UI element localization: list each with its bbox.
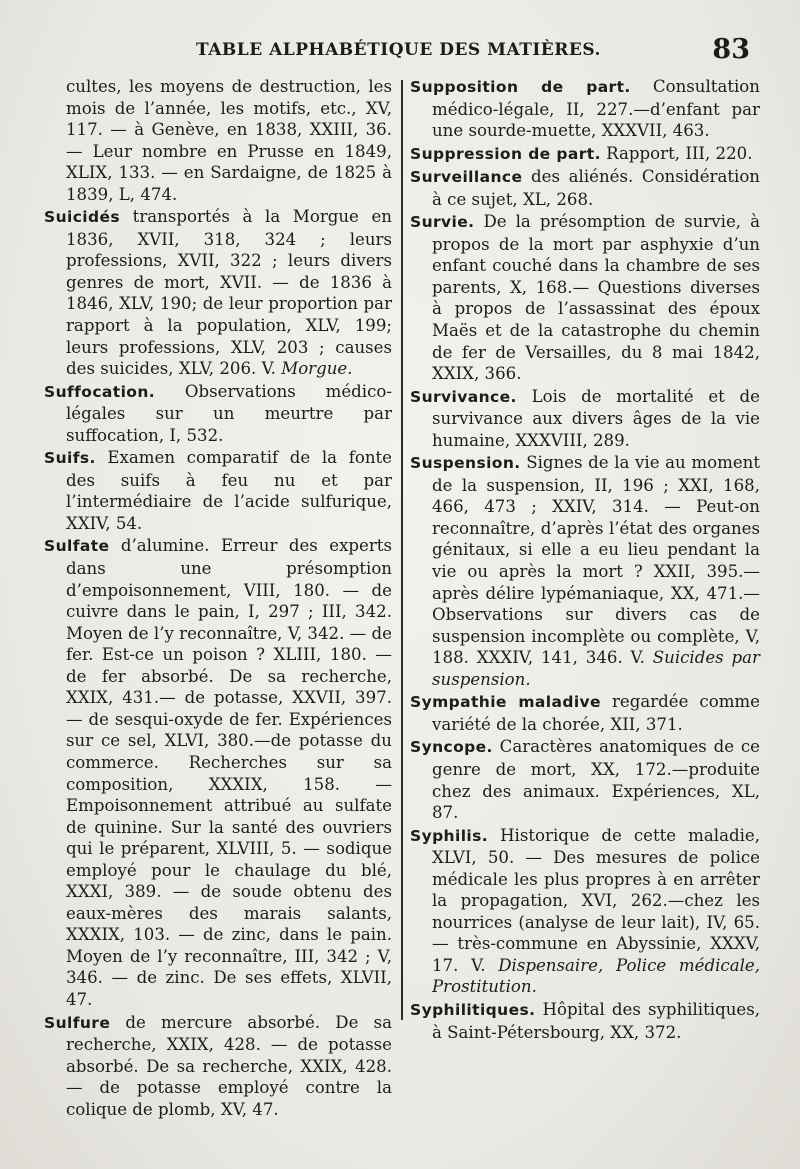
entry-text: transportés à la Morgue en 1836, XVII, 318, 324 ; leurs professions, XVII, 322 ; leurs divers genres de mort, XVII. — de 1836 à 1846, XLV, 190; de leur proportion par rapport à la population, XLV, 199; leurs professions, XLV, 203 ; causes des suicides, XLV, 206. V. bbox=[66, 207, 392, 379]
index-entry bbox=[410, 452, 760, 690]
entry-headword: Suicidés bbox=[44, 208, 121, 227]
entry-text: Hôpital des syphilitiques, à Saint-Pétersbourg, XX, 372. bbox=[432, 999, 760, 1042]
index-entry bbox=[44, 76, 392, 205]
entry-text: cultes, les moyens de destruction, les mois de l’année, les motifs, etc., XV, 117. — à Genève, en 1838, XXIII, 36. — Leur nombre en Prusse en 1849, XLIX, 133. — en Sardaigne, de 1825 à 1839, L, 474. bbox=[66, 77, 392, 204]
index-entry bbox=[410, 736, 760, 823]
entry-text: d’alumine. Erreur des experts dans une présomption d’empoisonnement, VIII, 180. — de cuivre dans le pain, I, 297 ; III, 342. Moyen de l’y reconnaître, V, 342. — de fer. Est-ce un poison ? XLIII, 180. — de fer absorbé. De sa recherche, XXIX, 431.— de potasse, XXVII, 397. — de sesqui-oxyde de fer. Expériences sur ce sel, XLVI, 380.—de potasse du commerce. Recherches sur sa composition, XXXIX, 158. — Empoisonnement attribué au sulfate de quinine. Sur la santé des ouvriers qui le préparent, XLVIII, 5. — sodique employé pour le chaulage du blé, XXXI, 389. — de soude obtenu des eaux-mères des marais salants, XXXIX, 103. — de zinc, dans le pain. Moyen de l’y reconnaître, III, 342 ; V, 346. — de zinc. De ses effets, XLVII, 47. bbox=[66, 536, 392, 1009]
entry-cross-reference: Morgue. bbox=[281, 359, 353, 379]
index-entry bbox=[44, 535, 392, 1010]
page-number: 83 bbox=[712, 34, 750, 65]
entry-cross-reference: Suicides par suspension. bbox=[432, 648, 760, 689]
entry-headword: Sulfate bbox=[44, 537, 110, 556]
entry-text: Consultation médico-légale, II, 227.—d’enfant par une sourde-muette, XXXVII, 463. bbox=[432, 77, 760, 141]
entry-text: Observations médico-légales sur un meurtre par suffocation, I, 532. bbox=[66, 381, 392, 445]
entry-text: des aliénés. Considération à ce sujet, XL, 268. bbox=[432, 167, 760, 209]
entry-text: Rapport, III, 220. bbox=[600, 143, 753, 163]
entry-headword: Survie. bbox=[410, 213, 475, 232]
entry-headword: Survivance. bbox=[410, 387, 517, 406]
entry-headword: Syncope. bbox=[410, 738, 493, 757]
entry-text: Caractères anatomiques de ce genre de mort, XX, 172.—produite chez des animaux. Expériences, XL, 87. bbox=[432, 737, 760, 823]
entry-headword: Suspension. bbox=[410, 454, 521, 473]
entry-text: de mercure absorbé. De sa recherche, XXIX, 428. — de potasse absorbé. De sa recherche, XXIX, 428.— de potasse employé contre la colique de plomb, XV, 47. bbox=[66, 1012, 392, 1119]
index-entry bbox=[410, 386, 760, 452]
entry-cross-reference: Dispensaire, Police médicale, Prostitution. bbox=[432, 955, 760, 997]
entry-text: De la présomption de survie, à propos de la mort par asphyxie d’un enfant couché dans la chambre de ses parents, X, 168.— Questions diverses à propos de l’assassinat des époux Maës et de la catastrophe du chemin de fer de Versailles, du 8 mai 1842, XXIX, 366. bbox=[432, 212, 760, 384]
index-entry bbox=[410, 76, 760, 142]
index-entry bbox=[44, 1012, 392, 1121]
index-entry bbox=[410, 999, 760, 1043]
entry-headword: Suffocation. bbox=[44, 382, 156, 401]
entry-text: Lois de mortalité et de survivance aux divers âges de la vie humaine, XXXVIII, 289. bbox=[432, 386, 760, 450]
page-header bbox=[190, 36, 780, 70]
index-entry bbox=[44, 381, 392, 447]
index-entry bbox=[410, 211, 760, 384]
entry-headword: Syphilitiques. bbox=[410, 1000, 536, 1019]
left-column bbox=[44, 76, 392, 1121]
entry-text: Examen comparatif de la fonte des suifs à feu nu et par l’intermédiaire de l’acide sulfurique, XXIV, 54. bbox=[66, 448, 392, 533]
running-title: TABLE ALPHABÉTIQUE DES MATIÈRES. bbox=[196, 40, 601, 60]
entry-headword: Sympathie maladive bbox=[410, 693, 601, 712]
entry-headword: Suifs. bbox=[44, 449, 96, 468]
right-column bbox=[410, 76, 760, 1044]
entry-headword: Supposition de part. bbox=[410, 78, 631, 96]
index-entry bbox=[410, 166, 760, 210]
entry-text: regardée comme variété de la chorée, XII, 371. bbox=[432, 692, 760, 734]
entry-headword: Sulfure bbox=[44, 1013, 111, 1032]
index-entry bbox=[410, 691, 760, 735]
index-entry bbox=[44, 447, 392, 534]
entry-text: Signes de la vie au moment de la suspension, II, 196 ; XXI, 168, 466, 473 ; XXIV, 314. — Peut-on reconnaître, d’après l’état des organes génitaux, si elle a eu lieu pendant la vie ou après la mort ? XXII, 395.— après délire lypémaniaque, XX, 471.— Observations sur divers cas de suspension incomplète ou complète, V, 188. XXXIV, 141, 346. V. bbox=[432, 453, 760, 668]
entry-headword: Suppression de part. bbox=[410, 144, 601, 163]
entry-text: Historique de cette maladie, XLVI, 50. — Des mesures de police médicale les plus propres à en arrêter la propagation, XVI, 262.—chez les nourrices (analyse de leur lait), IV, 65. — très-commune en Abyssinie, XXXV, 17. V. bbox=[432, 825, 760, 975]
entry-headword: Surveillance bbox=[410, 168, 523, 187]
index-entry bbox=[44, 206, 392, 379]
entry-headword: Syphilis. bbox=[410, 826, 489, 845]
column-divider bbox=[401, 80, 403, 1020]
index-entry bbox=[410, 825, 760, 998]
index-entry bbox=[410, 143, 760, 166]
